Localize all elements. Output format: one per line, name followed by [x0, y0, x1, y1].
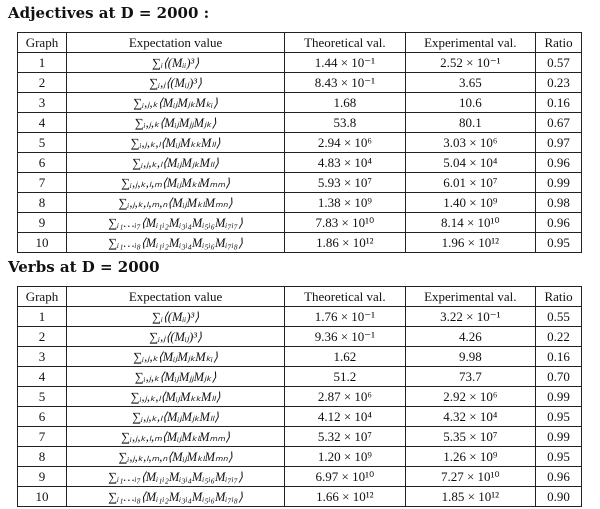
graph-number-cell: 3: [18, 93, 67, 113]
table-row: [18, 133, 582, 153]
expectation-value-cell: ∑ᵢ⟨(Mᵢᵢ)³⟩: [66, 53, 284, 73]
expectation-value-cell: ∑ᵢ,ⱼ⟨(Mᵢⱼ)³⟩: [66, 73, 284, 93]
header-theoretical-val: Theoretical val.: [285, 33, 405, 53]
ratio-cell: 0.95: [536, 447, 582, 467]
expectation-value-cell: ∑ᵢ,ⱼ⟨(Mᵢⱼ)³⟩: [66, 327, 284, 347]
expectation-value-cell: ∑ᵢ,ⱼ,ₖ,ₗ,ₘ,ₙ⟨MᵢⱼMₖₗMₘₙ⟩: [66, 447, 284, 467]
table-row: [18, 447, 582, 467]
expectation-value-cell: ∑ᵢ,ⱼ,ₖ⟨MᵢⱼMⱼⱼMⱼₖ⟩: [66, 367, 284, 387]
table-row: [18, 153, 582, 173]
expectation-value-cell: ∑ᵢ,ⱼ,ₖ⟨MᵢⱼMⱼₖMₖᵢ⟩: [66, 347, 284, 367]
ratio-cell: 0.96: [536, 213, 582, 233]
expectation-value-cell: ∑ᵢ,ⱼ,ₖ,ₗ⟨MᵢⱼMₖₖMₗₗ⟩: [66, 387, 284, 407]
theoretical-value-cell: 7.83 × 10¹⁰: [285, 213, 405, 233]
table-row: [18, 173, 582, 193]
theoretical-value-cell: 9.36 × 10⁻¹: [285, 327, 405, 347]
adjectives-table: [17, 32, 582, 253]
ratio-cell: 0.99: [536, 427, 582, 447]
ratio-cell: 0.67: [536, 113, 582, 133]
theoretical-value-cell: 5.32 × 10⁷: [285, 427, 405, 447]
experimental-value-cell: 1.96 × 10¹²: [405, 233, 536, 253]
experimental-value-cell: 1.85 × 10¹²: [405, 487, 536, 507]
header-ratio: Ratio: [536, 33, 582, 53]
header-theoretical-val: Theoretical val.: [285, 287, 405, 307]
ratio-cell: 0.95: [536, 407, 582, 427]
table-row: [18, 367, 582, 387]
table-row: [18, 487, 582, 507]
table-row: [18, 113, 582, 133]
experimental-value-cell: 1.26 × 10⁹: [405, 447, 536, 467]
header-graph: Graph: [18, 287, 67, 307]
header-graph: Graph: [18, 33, 67, 53]
theoretical-value-cell: 1.86 × 10¹²: [285, 233, 405, 253]
theoretical-value-cell: 2.94 × 10⁶: [285, 133, 405, 153]
graph-number-cell: 2: [18, 327, 67, 347]
experimental-value-cell: 4.32 × 10⁴: [405, 407, 536, 427]
graph-number-cell: 10: [18, 233, 67, 253]
graph-number-cell: 8: [18, 447, 67, 467]
expectation-value-cell: ∑ᵢ₁…ᵢ₇⟨Mᵢ₁ᵢ₂Mᵢ₃ᵢ₄Mᵢ₅ᵢ₆Mᵢ₇ᵢ₇⟩: [66, 467, 284, 487]
experimental-value-cell: 3.03 × 10⁶: [405, 133, 536, 153]
expectation-value-cell: ∑ᵢ,ⱼ,ₖ,ₗ,ₘ⟨MᵢⱼMₖₗMₘₘ⟩: [66, 427, 284, 447]
table-row: [18, 387, 582, 407]
table-row: [18, 53, 582, 73]
graph-number-cell: 7: [18, 427, 67, 447]
graph-number-cell: 6: [18, 407, 67, 427]
graph-number-cell: 7: [18, 173, 67, 193]
verbs-section-title: Verbs at D = 2000: [8, 258, 160, 276]
expectation-value-cell: ∑ᵢ,ⱼ,ₖ,ₗ,ₘ⟨MᵢⱼMₖₗMₘₘ⟩: [66, 173, 284, 193]
ratio-cell: 0.57: [536, 53, 582, 73]
ratio-cell: 0.55: [536, 307, 582, 327]
header-expectation-value: Expectation value: [66, 287, 284, 307]
expectation-value-cell: ∑ᵢ₁…ᵢ₇⟨Mᵢ₁ᵢ₂Mᵢ₃ᵢ₄Mᵢ₅ᵢ₆Mᵢ₇ᵢ₇⟩: [66, 213, 284, 233]
graph-number-cell: 4: [18, 367, 67, 387]
table-row: [18, 407, 582, 427]
theoretical-value-cell: 1.20 × 10⁹: [285, 447, 405, 467]
expectation-value-cell: ∑ᵢ,ⱼ,ₖ⟨MᵢⱼMⱼₖMₖᵢ⟩: [66, 93, 284, 113]
table-header-row: [18, 287, 582, 307]
graph-number-cell: 3: [18, 347, 67, 367]
experimental-value-cell: 4.26: [405, 327, 536, 347]
experimental-value-cell: 6.01 × 10⁷: [405, 173, 536, 193]
header-experimental-val: Experimental val.: [405, 33, 536, 53]
header-ratio: Ratio: [536, 287, 582, 307]
graph-number-cell: 5: [18, 133, 67, 153]
graph-number-cell: 10: [18, 487, 67, 507]
theoretical-value-cell: 1.68: [285, 93, 405, 113]
ratio-cell: 0.99: [536, 173, 582, 193]
theoretical-value-cell: 51.2: [285, 367, 405, 387]
experimental-value-cell: 5.35 × 10⁷: [405, 427, 536, 447]
graph-number-cell: 1: [18, 53, 67, 73]
graph-number-cell: 4: [18, 113, 67, 133]
ratio-cell: 0.96: [536, 467, 582, 487]
expectation-value-cell: ∑ᵢ,ⱼ,ₖ,ₗ⟨MᵢⱼMⱼₖMₗₗ⟩: [66, 153, 284, 173]
table-row: [18, 427, 582, 447]
theoretical-value-cell: 1.38 × 10⁹: [285, 193, 405, 213]
experimental-value-cell: 73.7: [405, 367, 536, 387]
experimental-value-cell: 9.98: [405, 347, 536, 367]
header-expectation-value: Expectation value: [66, 33, 284, 53]
theoretical-value-cell: 1.62: [285, 347, 405, 367]
expectation-value-cell: ∑ᵢ₁…ᵢ₈⟨Mᵢ₁ᵢ₂Mᵢ₃ᵢ₄Mᵢ₅ᵢ₆Mᵢ₇ᵢ₈⟩: [66, 233, 284, 253]
graph-number-cell: 1: [18, 307, 67, 327]
graph-number-cell: 2: [18, 73, 67, 93]
ratio-cell: 0.99: [536, 387, 582, 407]
graph-number-cell: 9: [18, 213, 67, 233]
experimental-value-cell: 2.52 × 10⁻¹: [405, 53, 536, 73]
expectation-value-cell: ∑ᵢ,ⱼ,ₖ,ₗ⟨MᵢⱼMₖₖMₗₗ⟩: [66, 133, 284, 153]
table-row: [18, 327, 582, 347]
adjectives-section-title: Adjectives at D = 2000 :: [8, 4, 210, 22]
experimental-value-cell: 1.40 × 10⁹: [405, 193, 536, 213]
ratio-cell: 0.98: [536, 193, 582, 213]
ratio-cell: 0.16: [536, 347, 582, 367]
experimental-value-cell: 80.1: [405, 113, 536, 133]
experimental-value-cell: 7.27 × 10¹⁰: [405, 467, 536, 487]
theoretical-value-cell: 1.44 × 10⁻¹: [285, 53, 405, 73]
experimental-value-cell: 5.04 × 10⁴: [405, 153, 536, 173]
graph-number-cell: 8: [18, 193, 67, 213]
ratio-cell: 0.16: [536, 93, 582, 113]
table-row: [18, 213, 582, 233]
experimental-value-cell: 3.65: [405, 73, 536, 93]
table-row: [18, 193, 582, 213]
experimental-value-cell: 3.22 × 10⁻¹: [405, 307, 536, 327]
table-row: [18, 233, 582, 253]
header-experimental-val: Experimental val.: [405, 287, 536, 307]
graph-number-cell: 6: [18, 153, 67, 173]
expectation-value-cell: ∑ᵢ,ⱼ,ₖ,ₗ,ₘ,ₙ⟨MᵢⱼMₖₗMₘₙ⟩: [66, 193, 284, 213]
theoretical-value-cell: 1.66 × 10¹²: [285, 487, 405, 507]
verbs-table: [17, 286, 582, 507]
expectation-value-cell: ∑ᵢ,ⱼ,ₖ⟨MᵢⱼMⱼⱼMⱼₖ⟩: [66, 113, 284, 133]
ratio-cell: 0.95: [536, 233, 582, 253]
ratio-cell: 0.96: [536, 153, 582, 173]
theoretical-value-cell: 53.8: [285, 113, 405, 133]
graph-number-cell: 5: [18, 387, 67, 407]
graph-number-cell: 9: [18, 467, 67, 487]
experimental-value-cell: 2.92 × 10⁶: [405, 387, 536, 407]
table-row: [18, 73, 582, 93]
table-row: [18, 307, 582, 327]
theoretical-value-cell: 2.87 × 10⁶: [285, 387, 405, 407]
ratio-cell: 0.23: [536, 73, 582, 93]
theoretical-value-cell: 4.83 × 10⁴: [285, 153, 405, 173]
experimental-value-cell: 10.6: [405, 93, 536, 113]
expectation-value-cell: ∑ᵢ⟨(Mᵢᵢ)³⟩: [66, 307, 284, 327]
theoretical-value-cell: 6.97 × 10¹⁰: [285, 467, 405, 487]
table-row: [18, 93, 582, 113]
table-row: [18, 347, 582, 367]
theoretical-value-cell: 5.93 × 10⁷: [285, 173, 405, 193]
expectation-value-cell: ∑ᵢ₁…ᵢ₈⟨Mᵢ₁ᵢ₂Mᵢ₃ᵢ₄Mᵢ₅ᵢ₆Mᵢ₇ᵢ₈⟩: [66, 487, 284, 507]
experimental-value-cell: 8.14 × 10¹⁰: [405, 213, 536, 233]
ratio-cell: 0.90: [536, 487, 582, 507]
theoretical-value-cell: 8.43 × 10⁻¹: [285, 73, 405, 93]
table-header-row: [18, 33, 582, 53]
theoretical-value-cell: 4.12 × 10⁴: [285, 407, 405, 427]
ratio-cell: 0.70: [536, 367, 582, 387]
ratio-cell: 0.97: [536, 133, 582, 153]
theoretical-value-cell: 1.76 × 10⁻¹: [285, 307, 405, 327]
expectation-value-cell: ∑ᵢ,ⱼ,ₖ,ₗ⟨MᵢⱼMⱼₖMₗₗ⟩: [66, 407, 284, 427]
ratio-cell: 0.22: [536, 327, 582, 347]
table-row: [18, 467, 582, 487]
